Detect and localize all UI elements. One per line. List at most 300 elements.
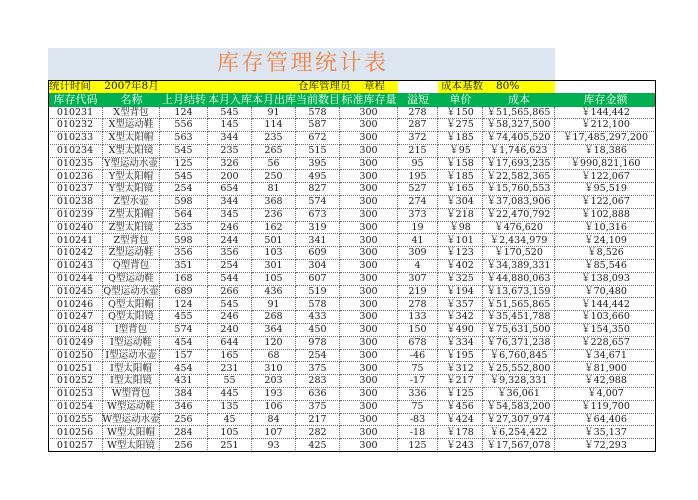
cell-current: 395 (296, 158, 340, 171)
cell-stock-out: 368 (252, 196, 296, 209)
cell-code: 010234 (48, 145, 103, 158)
cell-unit-price: ￥217 (438, 375, 483, 388)
cell-standard: 300 (340, 298, 398, 311)
cell-standard: 300 (340, 439, 398, 452)
cell-stock-out: 120 (252, 337, 296, 350)
cell-cost: ￥75,631,500 (483, 324, 555, 337)
cell-stock-out: 436 (252, 286, 296, 299)
cell-name: I型太阳镜 (103, 375, 160, 388)
cell-last-month: 125 (160, 158, 208, 171)
cell-last-month: 545 (160, 145, 208, 158)
cell-amount: ￥122,067 (555, 170, 656, 183)
cell-unit-price: ￥165 (438, 183, 483, 196)
cell-last-month: 454 (160, 337, 208, 350)
table-row (48, 375, 656, 388)
cell-stock-out: 106 (252, 401, 296, 414)
period-value: 2007年8月 (104, 80, 159, 93)
column-header-surplus: 溢短 (407, 93, 429, 107)
cell-last-month: 556 (160, 119, 208, 132)
cell-last-month: 256 (160, 414, 208, 427)
table-row (48, 145, 656, 158)
cell-name: Z型背包 (103, 234, 160, 247)
cell-current: 578 (296, 107, 340, 120)
cell-amount: ￥144,442 (555, 298, 656, 311)
cell-surplus: 75 (398, 401, 438, 414)
cell-amount: ￥72,293 (584, 439, 627, 451)
cell-last-month: 564 (160, 209, 208, 222)
cell-surplus: 336 (398, 388, 438, 401)
cell-name: Y型太阳镜 (103, 183, 160, 196)
cell-standard: 300 (340, 132, 398, 145)
cell-unit-price: ￥456 (438, 401, 483, 414)
cell-name: Q型背包 (103, 260, 160, 273)
cell-name: W型运动水壶 (102, 413, 160, 425)
cell-standard: 300 (340, 273, 398, 286)
cell-amount: ￥35,137 (555, 426, 656, 439)
cell-code: 010235 (48, 158, 103, 171)
cell-surplus: 219 (398, 286, 438, 299)
cell-surplus: 373 (398, 209, 438, 222)
column-header-current: 当前数目 (296, 93, 340, 107)
cell-amount: ￥34,671 (555, 350, 656, 363)
cell-code: 010240 (48, 222, 103, 235)
cell-stock-in: 240 (208, 324, 252, 337)
cell-surplus: 278 (398, 298, 438, 311)
cell-surplus: -83 (398, 414, 438, 427)
cell-stock-in: 266 (208, 286, 252, 299)
cell-code: 010255 (48, 414, 103, 427)
cell-surplus: 133 (398, 311, 438, 324)
cell-amount: ￥95,519 (555, 183, 656, 196)
cell-name: Q型太阳帽 (103, 298, 160, 311)
cell-cost: ￥35,451,788 (483, 311, 555, 324)
cell-standard: 300 (340, 222, 398, 235)
cell-stock-out: 501 (252, 234, 296, 247)
cell-standard: 300 (340, 324, 398, 337)
cell-last-month: 598 (160, 196, 208, 209)
cell-current: 282 (296, 426, 340, 439)
table-row (48, 222, 656, 235)
cell-last-month: 124 (160, 298, 208, 311)
cell-stock-in: 246 (208, 222, 252, 235)
page-title: 库存管理统计表 (48, 48, 555, 80)
table-row (48, 119, 656, 132)
cell-surplus: 274 (398, 196, 438, 209)
cell-name: X型背包 (103, 107, 160, 120)
cell-standard: 300 (340, 350, 398, 363)
info-gap-end (555, 80, 656, 93)
cell-stock-out: 107 (252, 426, 296, 439)
cell-unit-price: ￥490 (438, 324, 483, 337)
cell-name: W型太阳镜 (103, 439, 160, 452)
column-header-amount: 库存金额 (583, 93, 628, 107)
cell-stock-out: 301 (252, 260, 296, 273)
cell-stock-in: 55 (208, 375, 252, 388)
cell-last-month: 157 (160, 350, 208, 363)
cell-current: 254 (296, 350, 340, 363)
cell-stock-in: 145 (208, 119, 252, 132)
cell-unit-price: ￥185 (438, 170, 483, 183)
cell-last-month: 545 (160, 170, 208, 183)
cell-code: 010243 (48, 260, 103, 273)
cell-amount: ￥24,109 (555, 234, 656, 247)
table-row (48, 324, 656, 337)
column-header-stock-in: 本月入库 (208, 93, 252, 107)
cell-stock-in: 345 (208, 209, 252, 222)
cell-code: 010231 (48, 107, 103, 120)
cell-cost: ￥25,552,800 (483, 362, 555, 375)
cell-amount: ￥990,821,160 (555, 158, 656, 171)
cell-amount: ￥64,406 (555, 414, 656, 427)
cell-current: 341 (296, 234, 340, 247)
table-row (48, 350, 656, 363)
table-row (48, 132, 656, 145)
cell-cost: ￥6,760,845 (483, 350, 555, 363)
cell-stock-out: 103 (252, 247, 296, 260)
table-row (48, 170, 656, 183)
cell-cost: ￥36,061 (483, 388, 555, 401)
cell-unit-price: ￥158 (438, 158, 483, 171)
cell-stock-in: 231 (208, 362, 252, 375)
cell-stock-out: 364 (252, 324, 296, 337)
cell-name: Y型运动水壶 (103, 158, 160, 171)
inventory-sheet (48, 48, 656, 452)
cell-cost: ￥17,567,078 (483, 439, 555, 452)
cell-code: 010245 (48, 286, 103, 299)
table-row (48, 414, 656, 427)
cell-surplus: 278 (398, 107, 438, 120)
cell-amount: ￥70,480 (555, 286, 656, 299)
cell-surplus: -46 (398, 350, 438, 363)
cell-amount: ￥154,350 (555, 324, 656, 337)
cell-amount: ￥85,546 (555, 260, 656, 273)
cell-last-month: 574 (160, 324, 208, 337)
cell-stock-out: 235 (252, 132, 296, 145)
cell-stock-in: 235 (208, 145, 252, 158)
cell-cost: ￥170,520 (483, 247, 555, 260)
info-row (48, 80, 656, 93)
cell-code: 010239 (48, 209, 103, 222)
cell-code: 010251 (48, 362, 103, 375)
cell-cost: ￥9,328,331 (483, 375, 555, 388)
cell-cost: ￥74,405,520 (483, 132, 555, 145)
cell-standard: 300 (340, 119, 398, 132)
cell-stock-out: 105 (252, 273, 296, 286)
table-row (48, 362, 656, 375)
cell-amount: ￥17,485,297,200 (555, 132, 656, 145)
table-row (48, 247, 656, 260)
cell-code: 010248 (48, 324, 103, 337)
cell-unit-price: ￥325 (438, 273, 483, 286)
cell-stock-out: 91 (252, 107, 296, 120)
cell-standard: 300 (340, 401, 398, 414)
cell-stock-out: 84 (252, 414, 296, 427)
cell-cost: ￥1,746,623 (483, 145, 555, 158)
table-row (48, 286, 656, 299)
cell-name: Q型太阳镜 (103, 311, 160, 324)
cell-amount: ￥10,316 (555, 222, 656, 235)
cell-unit-price: ￥123 (438, 247, 483, 260)
cell-current: 283 (296, 375, 340, 388)
cell-surplus: 41 (398, 234, 438, 247)
cell-code: 010233 (48, 132, 103, 145)
cell-stock-in: 545 (208, 298, 252, 311)
cell-amount: ￥228,657 (555, 337, 656, 350)
cell-name: W型运动鞋 (103, 401, 160, 414)
column-header-code: 库存代码 (53, 93, 98, 107)
cell-name: Z型太阳帽 (103, 209, 160, 222)
cell-stock-out: 114 (252, 119, 296, 132)
table-row (48, 298, 656, 311)
cell-unit-price: ￥304 (438, 196, 483, 209)
cell-unit-price: ￥125 (438, 388, 483, 401)
cell-stock-out: 93 (252, 439, 296, 452)
cell-code: 010254 (48, 401, 103, 414)
cell-surplus: -17 (398, 375, 438, 388)
cell-amount: ￥4,007 (555, 388, 656, 401)
cell-last-month: 235 (160, 222, 208, 235)
cell-surplus: 527 (398, 183, 438, 196)
cell-name: I型太阳帽 (103, 362, 160, 375)
cell-name: X型太阳镜 (103, 145, 160, 158)
cell-current: 673 (296, 209, 340, 222)
cell-stock-in: 445 (208, 388, 252, 401)
cell-standard: 300 (340, 388, 398, 401)
cell-last-month: 431 (160, 375, 208, 388)
cell-amount: ￥144,442 (555, 107, 656, 120)
cell-code: 010238 (48, 196, 103, 209)
cell-stock-in: 344 (208, 196, 252, 209)
cell-standard: 300 (340, 260, 398, 273)
cell-current: 304 (296, 260, 340, 273)
cell-cost: ￥2,434,979 (483, 234, 555, 247)
cell-unit-price: ￥178 (438, 426, 483, 439)
manager-label: 仓库管理员 (298, 80, 351, 93)
table-row (48, 401, 656, 414)
cell-stock-in: 644 (208, 337, 252, 350)
cell-cost: ￥476,620 (483, 222, 555, 235)
cell-cost: ￥27,307,974 (483, 414, 555, 427)
cell-code: 010257 (48, 439, 103, 452)
table-row (48, 183, 656, 196)
cell-stock-in: 105 (208, 426, 252, 439)
cell-stock-in: 246 (208, 311, 252, 324)
cell-stock-in: 254 (208, 260, 252, 273)
cell-unit-price: ￥101 (438, 234, 483, 247)
cell-code: 010237 (48, 183, 103, 196)
cell-unit-price: ￥150 (438, 107, 483, 120)
cell-standard: 300 (340, 183, 398, 196)
cell-standard: 300 (340, 426, 398, 439)
cell-last-month: 284 (160, 426, 208, 439)
cell-cost: ￥76,371,238 (483, 337, 555, 350)
column-header-last-month: 上月结转 (162, 93, 206, 107)
cell-stock-in: 251 (208, 439, 252, 452)
table-row (48, 209, 656, 222)
cell-unit-price: ￥218 (438, 209, 483, 222)
cell-current: 636 (296, 388, 340, 401)
cell-last-month: 384 (160, 388, 208, 401)
cell-current: 319 (296, 222, 340, 235)
info-blank (160, 80, 296, 93)
cell-surplus: 4 (398, 260, 438, 273)
column-header-stock-out: 本月出库 (252, 93, 296, 107)
cell-stock-out: 91 (252, 298, 296, 311)
cell-unit-price: ￥312 (438, 362, 483, 375)
cell-standard: 300 (340, 375, 398, 388)
cell-current: 515 (296, 145, 340, 158)
cell-amount: ￥102,888 (555, 209, 656, 222)
cell-standard: 300 (340, 107, 398, 120)
cell-surplus: 372 (398, 132, 438, 145)
column-header-standard: 标准库存量 (341, 93, 397, 107)
cell-unit-price: ￥342 (438, 311, 483, 324)
cell-code: 010242 (48, 247, 103, 260)
cell-stock-out: 56 (252, 158, 296, 171)
cell-last-month: 256 (160, 439, 208, 452)
cell-surplus: 75 (398, 362, 438, 375)
cell-name: I型运动鞋 (103, 337, 160, 350)
title-row (48, 48, 656, 80)
cell-unit-price: ￥95 (438, 145, 483, 158)
cell-current: 827 (296, 183, 340, 196)
table-row (48, 234, 656, 247)
table-row (48, 158, 656, 171)
cell-name: Z型太阳镜 (103, 222, 160, 235)
cell-surplus: 19 (398, 222, 438, 235)
table-row (48, 426, 656, 439)
cell-standard: 300 (340, 286, 398, 299)
cell-cost: ￥51,565,865 (483, 298, 555, 311)
cell-unit-price: ￥185 (438, 132, 483, 145)
cell-code: 010247 (48, 311, 103, 324)
cell-name: W型背包 (103, 388, 160, 401)
info-gap (398, 80, 438, 93)
cell-stock-out: 268 (252, 311, 296, 324)
cell-cost: ￥54,583,200 (483, 401, 555, 414)
cell-name: Z型水壶 (103, 196, 160, 209)
cell-cost: ￥15,760,553 (483, 183, 555, 196)
cell-amount: ￥42,988 (555, 375, 656, 388)
cell-stock-out: 236 (252, 209, 296, 222)
cell-amount: ￥138,093 (555, 273, 656, 286)
cell-name: I型背包 (103, 324, 160, 337)
cell-surplus: 95 (398, 158, 438, 171)
cell-amount: ￥212,100 (555, 119, 656, 132)
cell-standard: 300 (340, 196, 398, 209)
cell-unit-price: ￥424 (438, 414, 483, 427)
cell-code: 010256 (48, 426, 103, 439)
cell-current: 375 (296, 362, 340, 375)
cell-amount: ￥8,526 (555, 247, 656, 260)
cell-last-month: 254 (160, 183, 208, 196)
cell-name: Z型运动鞋 (103, 247, 160, 260)
cell-stock-out: 250 (252, 170, 296, 183)
cell-code: 010249 (48, 337, 103, 350)
cell-standard: 300 (340, 337, 398, 350)
cell-stock-out: 81 (252, 183, 296, 196)
cell-stock-in: 135 (208, 401, 252, 414)
cell-amount: ￥18,386 (555, 145, 656, 158)
cell-last-month: 689 (160, 286, 208, 299)
cell-code: 010244 (48, 273, 103, 286)
cell-last-month: 346 (160, 401, 208, 414)
cell-stock-in: 544 (208, 273, 252, 286)
cell-last-month: 124 (160, 107, 208, 120)
cell-surplus: 215 (398, 145, 438, 158)
cell-stock-out: 203 (252, 375, 296, 388)
cell-unit-price: ￥334 (438, 337, 483, 350)
cell-stock-in: 356 (208, 247, 252, 260)
cell-standard: 300 (340, 158, 398, 171)
cell-current: 609 (296, 247, 340, 260)
cell-amount: ￥81,900 (555, 362, 656, 375)
column-header-name: 名称 (120, 93, 143, 107)
cell-current: 587 (296, 119, 340, 132)
cell-last-month: 598 (160, 234, 208, 247)
cell-stock-in: 165 (208, 350, 252, 363)
cell-stock-out: 68 (252, 350, 296, 363)
table-row (48, 260, 656, 273)
cell-stock-in: 200 (208, 170, 252, 183)
cell-current: 433 (296, 311, 340, 324)
cell-code: 010232 (48, 119, 103, 132)
cell-cost: ￥37,083,906 (483, 196, 555, 209)
cell-standard: 300 (340, 362, 398, 375)
cell-amount: ￥122,067 (555, 196, 656, 209)
cell-current: 495 (296, 170, 340, 183)
manager-group (296, 80, 398, 93)
cell-unit-price: ￥243 (438, 439, 483, 452)
cell-stock-out: 310 (252, 362, 296, 375)
cell-current: 450 (296, 324, 340, 337)
cell-stock-out: 193 (252, 388, 296, 401)
cell-code: 010252 (48, 375, 103, 388)
cell-surplus: 150 (398, 324, 438, 337)
cell-name: Q型运动鞋 (103, 273, 160, 286)
cell-stock-in: 344 (208, 132, 252, 145)
cell-standard: 300 (340, 234, 398, 247)
cell-current: 574 (296, 196, 340, 209)
cell-stock-in: 45 (208, 414, 252, 427)
cell-current: 978 (296, 337, 340, 350)
cell-standard: 300 (340, 170, 398, 183)
cell-surplus: 287 (398, 119, 438, 132)
cell-name: W型太阳帽 (103, 426, 160, 439)
cell-surplus: 309 (398, 247, 438, 260)
cell-last-month: 351 (160, 260, 208, 273)
cell-amount: ￥119,700 (555, 401, 656, 414)
cell-standard: 300 (340, 145, 398, 158)
cell-amount: ￥103,660 (555, 311, 656, 324)
column-header-unit-price: 单价 (449, 93, 472, 107)
cell-unit-price: ￥98 (438, 222, 483, 235)
cell-current: 672 (296, 132, 340, 145)
cell-cost: ￥13,673,159 (483, 286, 555, 299)
cell-current: 519 (296, 286, 340, 299)
cost-base-group (438, 80, 555, 93)
cell-code: 010236 (48, 170, 103, 183)
cell-standard: 300 (340, 311, 398, 324)
cell-stock-out: 162 (252, 222, 296, 235)
cell-standard: 300 (340, 247, 398, 260)
table-header (48, 93, 656, 107)
period-label: 统计时间 (48, 80, 103, 93)
cell-current: 578 (296, 298, 340, 311)
cell-last-month: 454 (160, 362, 208, 375)
cell-name: Y型太阳帽 (103, 170, 160, 183)
cell-unit-price: ￥357 (438, 298, 483, 311)
